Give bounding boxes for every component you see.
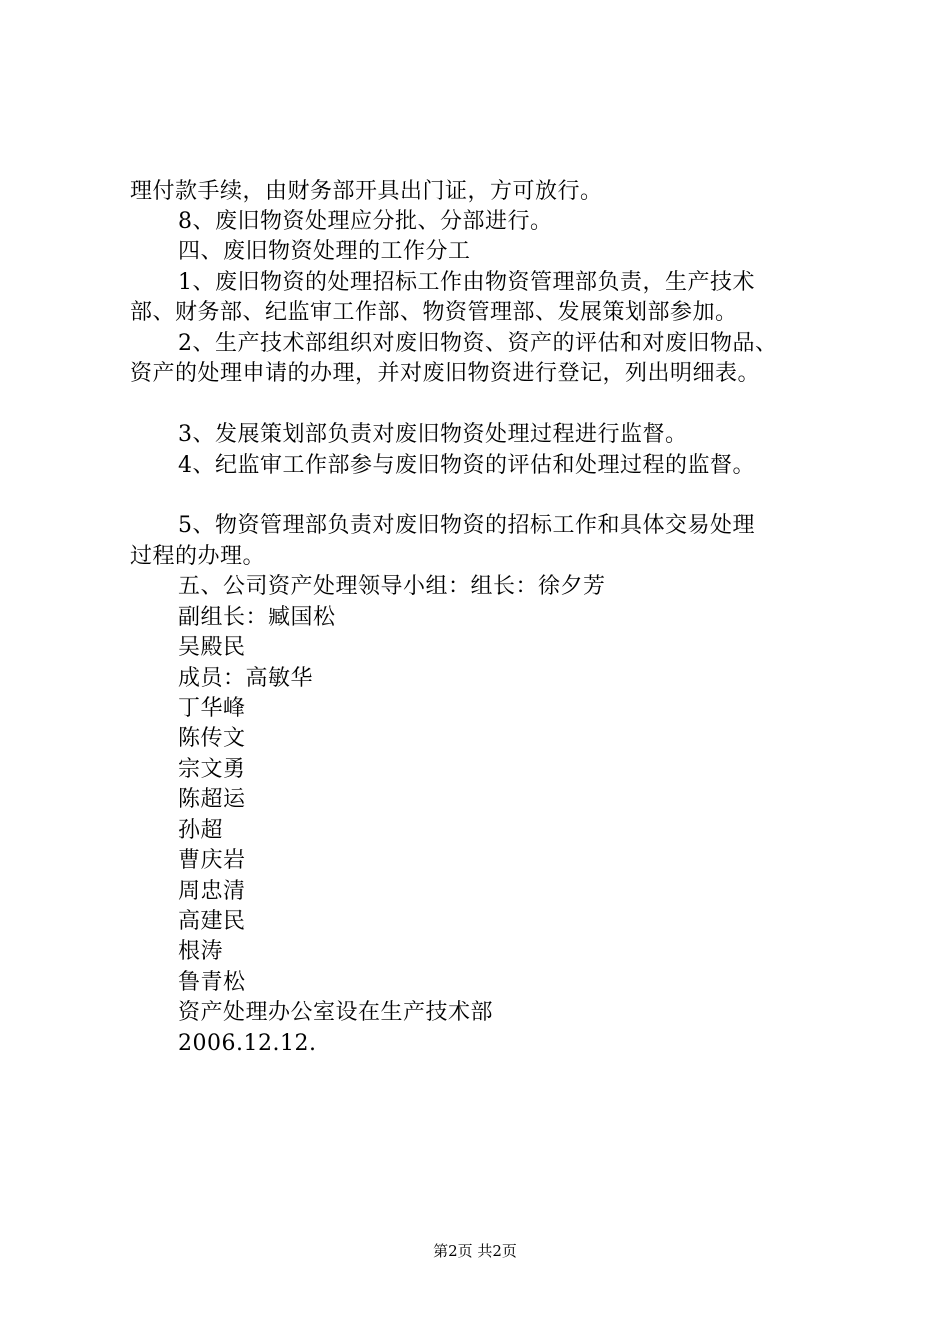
text-line: 陈传文: [178, 726, 246, 751]
text-line: 宗文勇: [178, 757, 246, 782]
text-line: 资产的处理申请的办理，并对废旧物资进行登记，列出明细表。: [130, 361, 761, 386]
date-line: 2006.12.12.: [178, 1031, 317, 1056]
text-line: 部、财务部、纪监审工作部、物资管理部、发展策划部参加。: [130, 300, 738, 325]
text-line: 陈超运: [178, 787, 246, 812]
text-line: 8、废旧物资处理应分批、分部进行。: [178, 209, 553, 234]
text-line: 1、废旧物资的处理招标工作由物资管理部负责，生产技术: [178, 270, 755, 295]
page-footer: 第2页 共2页: [433, 1242, 517, 1260]
text-line: 成员：高敏华: [178, 666, 314, 691]
text-line: 3、发展策划部负责对废旧物资处理过程进行监督。: [178, 422, 688, 447]
text-line: 吴殿民: [178, 635, 246, 660]
text-line: 5、物资管理部负责对废旧物资的招标工作和具体交易处理: [178, 513, 755, 538]
text-line: 理付款手续，由财务部开具出门证，方可放行。: [130, 179, 603, 204]
text-line: 鲁青松: [178, 970, 246, 995]
text-line: 周忠清: [178, 879, 246, 904]
text-line: 根涛: [178, 939, 224, 964]
section-heading: 五、公司资产处理领导小组：组长：徐夕芳: [178, 574, 606, 599]
section-heading: 四、废旧物资处理的工作分工: [178, 239, 471, 264]
text-line: 资产处理办公室设在生产技术部: [178, 1000, 494, 1025]
text-line: 4、纪监审工作部参与废旧物资的评估和处理过程的监督。: [178, 453, 755, 478]
text-line: 高建民: [178, 909, 246, 934]
text-line: 副组长：臧国松: [178, 605, 336, 630]
text-line: 曹庆岩: [178, 848, 246, 873]
text-line: 丁华峰: [178, 696, 246, 721]
text-line: 2、生产技术部组织对废旧物资、资产的评估和对废旧物品、: [178, 331, 778, 356]
text-line: 过程的办理。: [130, 544, 266, 569]
text-line: 孙超: [178, 818, 224, 843]
